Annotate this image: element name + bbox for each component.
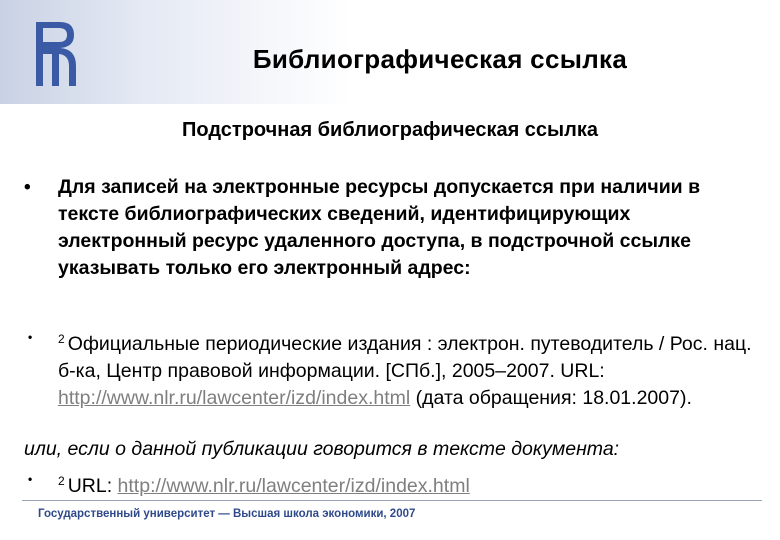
- alternative-note: или, если о данной публикации говорится в тексте документа:: [24, 438, 620, 460]
- url-label: URL:: [67, 475, 113, 497]
- bullet-icon: •: [24, 177, 31, 198]
- bullet-icon: •: [28, 472, 33, 486]
- rule-paragraph: [24, 174, 764, 282]
- footer-divider: [22, 500, 762, 501]
- example-footnote-full: [24, 326, 764, 412]
- footer-text: Государственный университет — Высшая школа экономики, 2007: [38, 508, 416, 520]
- slide-subtitle: Подстрочная библиографическая ссылка: [182, 119, 598, 141]
- footnote-number: 2: [58, 474, 65, 488]
- footnote-link[interactable]: http://www.nlr.ru/lawcenter/izd/index.html: [58, 387, 411, 409]
- footnote-number: 2: [58, 332, 65, 346]
- footnote-citation: Официальные периодические издания : электрон. путеводитель / Рос. нац. б-ка, Центр правовой информации. [СПб.], 2005–2007. URL:: [58, 333, 752, 382]
- bullet-icon: •: [28, 330, 33, 344]
- rule-text: Для записей на электронные ресурсы допускается при наличии в тексте библиографических сведений, идентифицирующих электронный ресурс удаленного доступа, в подстрочной ссылке указывать только его электронный адрес:: [58, 176, 701, 279]
- footnote-link[interactable]: http://www.nlr.ru/lawcenter/izd/index.html: [117, 475, 470, 497]
- slide-title: Библиографическая ссылка: [252, 44, 628, 74]
- footnote-text: [58, 326, 764, 412]
- footnote-text: [58, 468, 764, 500]
- hse-logo-icon: [30, 18, 82, 90]
- example-footnote-short: [24, 468, 764, 500]
- footnote-access-date: (дата обращения: 18.01.2007).: [415, 387, 692, 409]
